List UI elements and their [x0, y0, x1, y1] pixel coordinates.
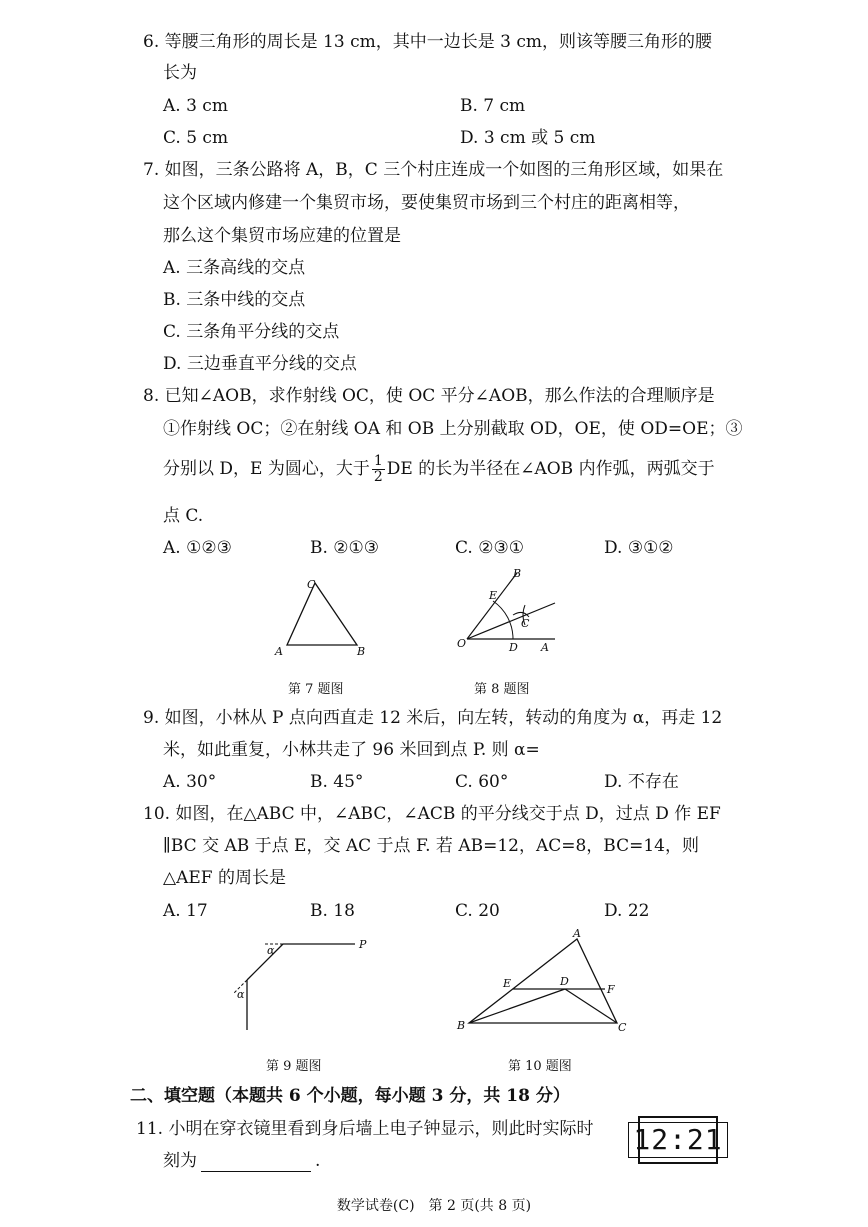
q7-option-c: C. 三条角平分线的交点: [163, 322, 340, 342]
q9-line2: 米，如此重复，小林共走了 96 米回到点 P. 则 α=: [163, 740, 540, 760]
q9-option-d: D. 不存在: [604, 772, 679, 792]
q10-line2: ∥BC 交 AB 于点 E，交 AC 于点 F. 若 AB=12，AC=8，BC=14，则: [163, 836, 699, 856]
fig8-caption: 第 8 题图: [474, 682, 530, 697]
fig10-caption: 第 10 题图: [508, 1059, 572, 1074]
digital-clock: [633, 1116, 723, 1164]
fig10-label-e: E: [503, 977, 512, 990]
q6-option-b: B. 7 cm: [460, 96, 526, 116]
q6-option-a: A. 3 cm: [163, 96, 228, 116]
q9-option-b: B. 45°: [310, 772, 364, 792]
fig9-caption: 第 9 题图: [266, 1059, 322, 1074]
fig10-label-a: A: [573, 927, 581, 940]
q8-option-c: C. ②③①: [455, 538, 524, 558]
q8-line1: 8. 已知∠AOB，求作射线 OC，使 OC 平分∠AOB，那么作法的合理顺序是: [143, 386, 715, 406]
q11-line1: 11. 小明在穿衣镜里看到身后墙上电子钟显示，则此时实际时: [136, 1119, 594, 1139]
section-2-title: 二、填空题（本题共 6 个小题，每小题 3 分，共 18 分）: [130, 1086, 570, 1106]
q10-line3: △AEF 的周长是: [163, 868, 286, 888]
figure-10-triangle: [455, 925, 635, 1035]
answer-blank[interactable]: [201, 1155, 311, 1172]
q8-line3-start: 分别以 D，E 为圆心，大于: [163, 459, 370, 479]
q9-line1: 9. 如图，小林从 P 点向西直走 12 米后，向左转，转动的角度为 α，再走 12: [143, 708, 723, 728]
clock-display: 12:21: [628, 1122, 727, 1158]
q7-line3: 那么这个集贸市场应建的位置是: [163, 226, 401, 246]
q10-option-d: D. 22: [604, 901, 650, 921]
q7-option-d: D. 三边垂直平分线的交点: [163, 354, 357, 374]
fig8-label-b: B: [513, 567, 522, 580]
q7-line1: 7. 如图，三条公路将 A，B，C 三个村庄连成一个如图的三角形区域，如果在: [143, 160, 724, 180]
fig9-label-alpha2: α: [237, 988, 245, 1001]
triangle-abc: [287, 583, 357, 645]
q8-option-b: B. ②①③: [310, 538, 380, 558]
q6-line1: 6. 等腰三角形的周长是 13 cm，其中一边长是 3 cm，则该等腰三角形的腰: [143, 32, 712, 52]
figure-9-walking-path: [225, 930, 375, 1040]
fig7-label-a: A: [275, 645, 283, 658]
q10-line1: 10. 如图，在△ABC 中，∠ABC，∠ACB 的平分线交于点 D，过点 D 作 EF: [143, 804, 721, 824]
q8-option-a: A. ①②③: [163, 538, 232, 558]
fig7-label-c: C: [307, 578, 316, 591]
fig9-label-alpha1: α: [267, 944, 275, 957]
q11-line2-start: 刻为: [163, 1151, 197, 1171]
page-footer: 数学试卷(C) 第 2 页(共 8 页): [336, 1198, 532, 1214]
q7-option-b: B. 三条中线的交点: [163, 290, 306, 310]
arc-de: [493, 601, 513, 639]
fraction-one-half: [372, 454, 385, 485]
fig9-label-p: P: [359, 938, 367, 951]
q6-option-d: D. 3 cm 或 5 cm: [460, 128, 596, 148]
q8-line3-end: DE 的长为半径在∠AOB 内作弧，两弧交于: [386, 459, 715, 479]
q7-line2: 这个区域内修建一个集贸市场，要使集贸市场到三个村庄的距离相等，: [163, 193, 690, 213]
fig10-label-d: D: [560, 975, 569, 988]
q6-line2: 长为: [163, 63, 197, 83]
fraction-numerator: 1: [373, 453, 383, 469]
fig10-label-f: F: [607, 983, 615, 996]
fig10-label-b: B: [457, 1019, 466, 1032]
fig8-label-o: O: [457, 637, 467, 650]
q8-line4: 点 C.: [163, 506, 204, 526]
figure-8-angle-bisector: [455, 565, 565, 655]
fig8-label-e: E: [489, 589, 498, 602]
q11-line2: [163, 1150, 320, 1172]
q10-option-c: C. 20: [455, 901, 500, 921]
bisector-bd: [469, 989, 565, 1023]
fig7-caption: 第 7 题图: [288, 682, 344, 697]
q6-option-c: C. 5 cm: [163, 128, 229, 148]
q11-line2-end: .: [315, 1151, 321, 1171]
fraction-denominator: 2: [373, 469, 383, 485]
q8-line3: [163, 452, 715, 486]
fig8-label-a: A: [541, 641, 549, 654]
triangle-abc: [469, 939, 617, 1023]
q8-option-d: D. ③①②: [604, 538, 674, 558]
path-segment-2: [247, 944, 283, 980]
q8-line2: ①作射线 OC；②在射线 OA 和 OB 上分别截取 OD，OE，使 OD=OE；③: [163, 419, 743, 439]
fig7-label-b: B: [357, 645, 366, 658]
fig8-label-c: C: [521, 617, 530, 630]
q10-option-a: A. 17: [163, 901, 208, 921]
q10-option-b: B. 18: [310, 901, 355, 921]
fig8-label-d: D: [509, 641, 518, 654]
figure-7-triangle: [265, 575, 375, 660]
q7-option-a: A. 三条高线的交点: [163, 258, 306, 278]
fig10-label-c: C: [618, 1021, 627, 1034]
q9-option-a: A. 30°: [163, 772, 217, 792]
q9-option-c: C. 60°: [455, 772, 509, 792]
